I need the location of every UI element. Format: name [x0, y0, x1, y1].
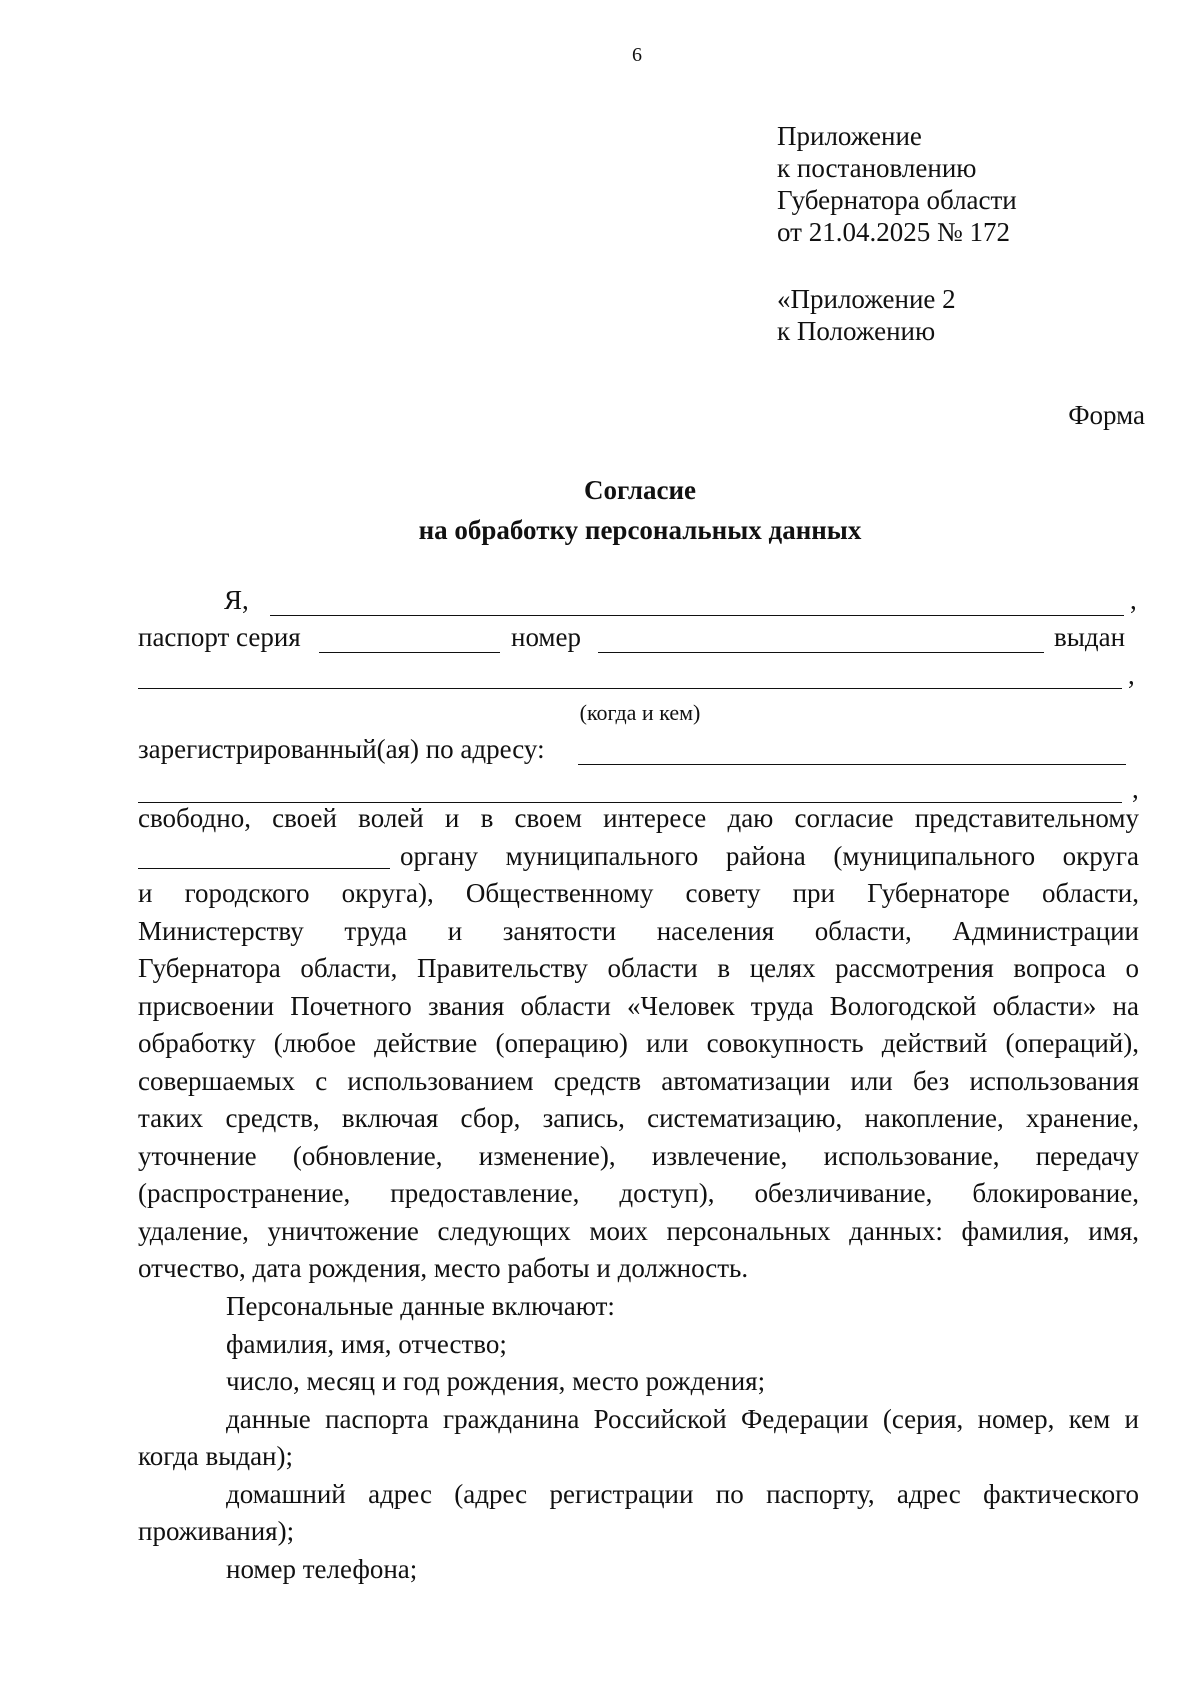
- body-line-with-blank: [138, 838, 1139, 876]
- body-line: (распространение, предоставление, доступ), обезличивание, блокирование,: [138, 1178, 1139, 1208]
- body-line: совершаемых с использованием средств автоматизации или без использования: [138, 1065, 1139, 1096]
- passport-number-blank[interactable]: [598, 652, 1044, 653]
- list-item: число, месяц и год рождения, место рождения;: [226, 1366, 766, 1396]
- comma: ,: [1132, 774, 1139, 804]
- issued-label: выдан: [1054, 622, 1126, 652]
- appendix-subheader: [777, 283, 956, 347]
- list-item: данные паспорта гражданина Российской Федерации (серия, номер, кем и: [226, 1403, 1139, 1434]
- list-intro: Персональные данные включают:: [226, 1291, 615, 1321]
- title-line: Согласие: [583, 475, 697, 505]
- body-line: таких средств, включая сбор, запись, систематизацию, накопление, хранение,: [138, 1103, 1139, 1133]
- i-label: Я,: [224, 585, 249, 615]
- comma: ,: [1130, 585, 1137, 615]
- document-title: [0, 470, 1200, 550]
- body-line: отчество, дата рождения, место работы и должность.: [138, 1253, 749, 1283]
- appendix-line: Губернатора области: [777, 185, 1017, 215]
- appendix-line: Приложение: [777, 121, 922, 151]
- appendix-line: от 21.04.2025 № 172: [777, 217, 1010, 247]
- body-line: уточнение (обновление, изменение), извлечение, использование, передачу: [138, 1140, 1139, 1171]
- list-item-continuation: проживания);: [138, 1516, 295, 1546]
- appendix-line: к Положению: [777, 316, 936, 346]
- list-item: номер телефона;: [226, 1553, 418, 1584]
- comma: ,: [1128, 660, 1135, 690]
- list-item: фамилия, имя, отчество;: [226, 1328, 507, 1359]
- list-item: домашний адрес (адрес регистрации по паспорту, адрес фактического: [226, 1478, 1139, 1509]
- body-line: Министерству труда и занятости населения области, Администрации: [138, 915, 1139, 946]
- body-line: присвоении Почетного звания области «Человек труда Вологодской области» на: [138, 990, 1139, 1021]
- body-line: свободно, своей волей и в своем интересе даю согласие представительному: [138, 803, 1139, 833]
- issued-by-field-row: [138, 660, 1138, 694]
- appendix-line: «Приложение 2: [777, 284, 956, 314]
- appendix-line: к постановлению: [777, 153, 977, 183]
- when-whom-caption: (когда и кем): [579, 700, 701, 725]
- issued-by-blank[interactable]: [138, 688, 1122, 689]
- address-blank-1[interactable]: [578, 764, 1126, 765]
- body-line: органу муниципального района (муниципального округа: [400, 840, 1139, 871]
- passport-number-label: номер: [511, 622, 582, 652]
- passport-series-label: паспорт серия: [138, 622, 301, 652]
- passport-series-blank[interactable]: [319, 652, 500, 653]
- consent-body: [138, 800, 1139, 1288]
- address-field-row: [138, 734, 1138, 768]
- representative-body-blank[interactable]: [138, 868, 390, 869]
- passport-field-row: [138, 622, 1138, 656]
- body-line: удаление, уничтожение следующих моих персональных данных: фамилия, имя,: [138, 1215, 1139, 1246]
- title-line: на обработку персональных данных: [418, 515, 862, 545]
- body-line: Губернатора области, Правительству области в целях рассмотрения вопроса о: [138, 953, 1139, 983]
- name-field-row: [138, 585, 1138, 619]
- page-number: 6: [632, 44, 642, 66]
- appendix-header: [777, 120, 1017, 248]
- body-line: обработку (любое действие (операцию) или совокупность действий (операций),: [138, 1028, 1139, 1058]
- form-label: Форма: [1068, 400, 1145, 430]
- registered-label: зарегистрированный(ая) по адресу:: [138, 734, 545, 764]
- full-name-blank[interactable]: [270, 615, 1124, 616]
- list-item-continuation: когда выдан);: [138, 1441, 293, 1471]
- personal-data-list: [138, 1288, 1139, 1588]
- body-line: и городского округа), Общественному совету при Губернаторе области,: [138, 878, 1139, 908]
